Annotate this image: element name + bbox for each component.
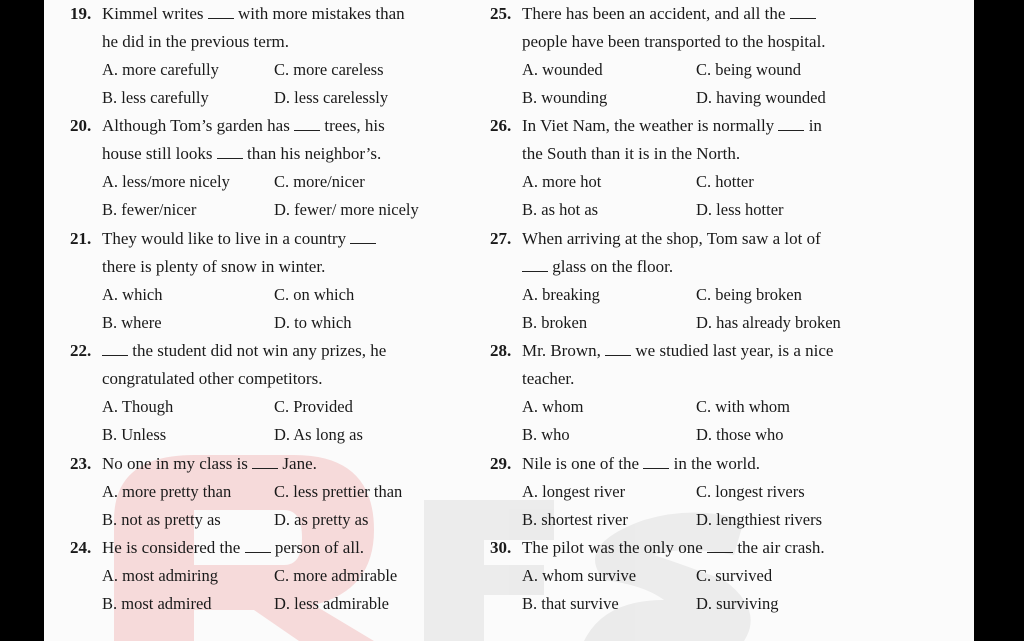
answer-option: D. less carelessly [274,88,389,107]
answer-option: C. being wound [696,60,801,79]
question-text: in [804,116,822,135]
answer-option: B. where [102,313,162,332]
question-text: he did in the previous term. [102,32,289,51]
answer-option: D. to which [274,313,352,332]
question-number: 27. [490,229,512,248]
question-text: we studied last year, is a nice [631,341,834,360]
answer-option: C. more admirable [274,566,398,585]
answer-option: B. who [522,425,570,444]
answer-option: B. fewer/nicer [102,200,197,219]
answer-blank [778,118,804,131]
question-text-line [102,341,386,361]
question-text: the South than it is in the North. [522,144,741,163]
answer-option: A. more carefully [102,60,219,79]
answer-option: A. longest river [522,482,626,501]
question-text-line [522,229,821,249]
answer-option: B. as hot as [522,200,599,219]
answer-option: C. longest rivers [696,482,805,501]
answer-option: C. survived [696,566,773,585]
question-text: There has been an accident, and all the [522,4,790,23]
answer-option: A. most admiring [102,566,218,585]
question-text: Although Tom’s garden has [102,116,295,135]
answer-option: C. more careless [274,60,384,79]
question-text: The pilot was the only one [522,538,708,557]
answer-blank [208,6,234,19]
question-text: the student did not win any prizes, he [128,341,387,360]
answer-blank [102,343,128,356]
answer-blank [643,456,669,469]
question-text-line [102,144,381,164]
answer-option: A. more hot [522,172,602,191]
question-text: Mr. Brown, [522,341,606,360]
answer-option: B. Unless [102,425,167,444]
question-text: the air crash. [733,538,825,557]
question-text-line [522,341,833,361]
question-text: Jane. [278,454,317,473]
question-text-line [522,257,673,277]
answer-option: C. hotter [696,172,754,191]
question-text: When arriving at the shop, Tom saw a lot of [522,229,821,248]
question-number: 28. [490,341,512,360]
question-text: He is considered the [102,538,245,557]
question-text: No one in my class is [102,454,253,473]
answer-option: A. less/more nicely [102,172,230,191]
answer-blank [245,540,271,553]
answer-option: D. lengthiest rivers [696,510,823,529]
answer-option: A. which [102,285,163,304]
question-text-line [102,538,364,558]
question-number: 30. [490,538,512,557]
question-text: They would like to live in a country [102,229,351,248]
question-text-line [522,369,574,389]
answer-option: D. less admirable [274,594,390,613]
answer-option: D. as pretty as [274,510,369,529]
question-text: than his neighbor’s. [242,144,382,163]
question-text: house still looks [102,144,217,163]
question-text: trees, his [320,116,385,135]
answer-option: A. more pretty than [102,482,232,501]
answer-option: C. less prettier than [274,482,403,501]
question-number: 22. [70,341,92,360]
question-text-line [102,229,376,249]
answer-blank [522,259,548,272]
question-text: person of all. [270,538,365,557]
answer-option: B. that survive [522,594,619,613]
worksheet-page [44,0,974,641]
answer-option: D. those who [696,425,784,444]
question-number: 20. [70,116,92,135]
question-text-line [522,116,822,136]
question-text-line [102,4,405,24]
question-text-line [102,454,317,474]
answer-option: C. more/nicer [274,172,365,191]
question-text: people have been transported to the hospital. [522,32,826,51]
question-number: 21. [70,229,92,248]
question-text: In Viet Nam, the weather is normally [522,116,779,135]
question-number: 26. [490,116,512,135]
answer-option: A. whom [522,397,584,416]
answer-option: D. has already broken [696,313,841,332]
question-number: 23. [70,454,92,473]
answer-option: C. with whom [696,397,790,416]
question-text-line [102,369,322,389]
question-text: Kimmel writes [102,4,208,23]
answer-option: A. Though [102,397,174,416]
question-text-line [102,116,385,136]
question-text: Nile is one of the [522,454,644,473]
answer-option: A. wounded [522,60,603,79]
question-number: 29. [490,454,512,473]
answer-option: D. surviving [696,594,779,613]
answer-blank [217,146,243,159]
question-number: 24. [70,538,92,557]
answer-option: B. less carefully [102,88,209,107]
answer-blank [707,540,733,553]
answer-option: D. fewer/ more nicely [274,200,419,219]
answer-blank [252,456,278,469]
answer-blank [605,343,631,356]
answer-blank [294,118,320,131]
question-number: 19. [70,4,92,23]
question-text-line [102,257,325,277]
answer-option: D. less hotter [696,200,784,219]
question-text-line [522,454,760,474]
answer-option: B. wounding [522,88,608,107]
answer-option: C. being broken [696,285,802,304]
question-text-line [522,538,825,558]
question-text-line [102,32,289,52]
answer-option: B. not as pretty as [102,510,221,529]
answer-option: A. whom survive [522,566,637,585]
answer-option: C. on which [274,285,355,304]
question-text: congratulated other competitors. [102,369,323,388]
question-text: in the world. [669,454,760,473]
question-text: with more mistakes than [233,4,405,23]
question-text: glass on the floor. [548,257,674,276]
answer-option: B. broken [522,313,588,332]
answer-option: B. shortest river [522,510,628,529]
answer-option: B. most admired [102,594,212,613]
question-number: 25. [490,4,512,23]
answer-option: D. As long as [274,425,363,444]
answer-option: A. breaking [522,285,600,304]
answer-option: C. Provided [274,397,353,416]
answer-option: D. having wounded [696,88,826,107]
answer-blank [790,6,816,19]
question-text-line [522,32,826,52]
question-text-line [522,4,816,24]
question-text-line [522,144,740,164]
question-text: teacher. [522,369,575,388]
answer-blank [350,231,376,244]
question-text: there is plenty of snow in winter. [102,257,326,276]
